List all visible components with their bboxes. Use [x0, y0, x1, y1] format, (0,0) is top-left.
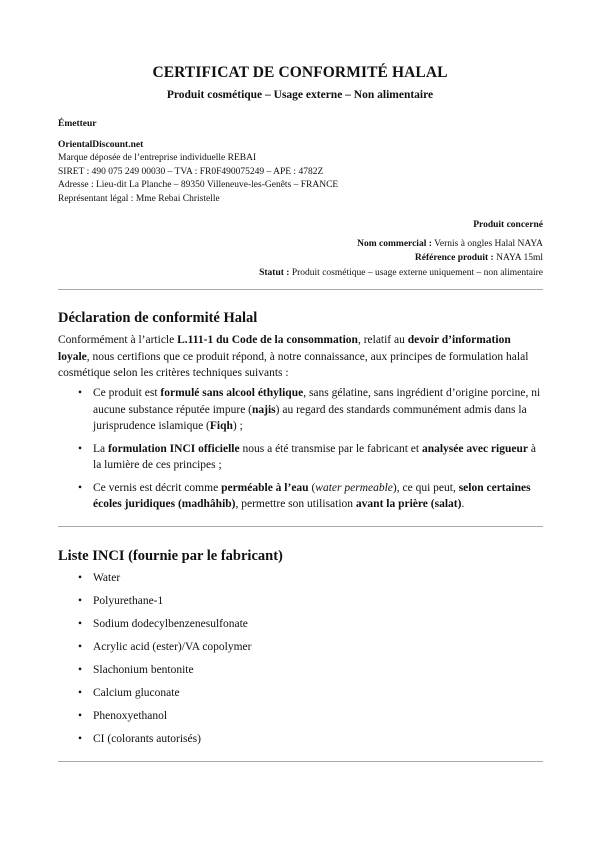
intro-text: Conformément à l’article: [58, 334, 178, 346]
criteria-item: [58, 441, 544, 474]
intro-text: , nous certifions que ce produit répond, à notre connaissance, aux principes de formulation halal cosmétique selon les critères techniques suivants :: [58, 350, 529, 379]
criteria-emphasis: analysée avec rigueur: [421, 442, 528, 455]
inci-heading: Liste INCI (fournie par le fabricant): [58, 548, 283, 564]
divider: [58, 761, 543, 762]
criteria-emphasis: formulé sans alcool éthylique: [160, 387, 304, 399]
inci-item: • CI (colorants autorisés): [58, 731, 252, 754]
criteria-text: La: [93, 442, 109, 455]
issuer-name: OrientalDiscount.net: [58, 139, 144, 150]
criteria-italic: water permeable: [315, 481, 393, 494]
product-ref-line: [259, 251, 543, 266]
criteria-item: [58, 480, 544, 513]
divider: [58, 289, 543, 290]
criteria-text: (: [308, 481, 316, 494]
product-block: [259, 218, 543, 280]
intro-article: L.111-1 du Code de la consommation: [177, 334, 358, 346]
issuer-address: Adresse : Lieu-dit La Planche – 89350 Villeneuve-les-Genêts – FRANCE: [58, 180, 339, 190]
criteria-text: .: [461, 498, 465, 510]
criteria-text: à la lumière de ces principes ;: [93, 442, 536, 471]
inci-item: • Polyurethane-1: [58, 593, 252, 616]
product-status-label: Statut :: [259, 267, 290, 278]
criteria-text: , permettre son utilisation: [235, 498, 356, 510]
criteria-emphasis: selon certaines écoles juridiques (madhâhib): [93, 481, 531, 510]
inci-item: • Phenoxyethanol: [58, 708, 252, 731]
product-name-value: Vernis à ongles Halal NAYA: [434, 238, 543, 249]
criteria-text: Ce vernis est décrit comme: [93, 481, 222, 494]
criteria-item: [58, 385, 544, 435]
criteria-emphasis: najis: [252, 403, 276, 416]
inci-item: • Slachonium bentonite: [58, 662, 252, 685]
criteria-emphasis: perméable à l’eau: [221, 481, 309, 494]
issuer-block: [58, 118, 338, 206]
declaration-criteria-list: [58, 385, 544, 519]
criteria-text: ) au regard des standards communément admis dans la jurisprudence islamique (: [93, 403, 527, 432]
issuer-representative: Représentant légal : Mme Rebai Christelle: [58, 193, 220, 204]
product-label: Produit concerné: [473, 220, 543, 230]
declaration-heading: Déclaration de conformité Halal: [58, 310, 258, 326]
intro-text: , relatif au: [357, 334, 408, 346]
inci-list: [58, 570, 252, 754]
product-status-value: Produit cosmétique – usage externe uniquement – non alimentaire: [291, 267, 543, 278]
criteria-emphasis: avant la prière (salat): [355, 498, 462, 510]
inci-item: • Calcium gluconate: [58, 685, 252, 708]
inci-item: • Sodium dodecylbenzenesulfonate: [58, 616, 252, 639]
product-name-line: [259, 237, 543, 252]
product-ref-label: Référence produit :: [414, 253, 494, 263]
intro-duty: devoir d’information loyale: [58, 334, 511, 363]
declaration-intro: [58, 332, 544, 382]
criteria-emphasis: formulation INCI officielle: [108, 442, 240, 455]
criteria-text: Ce produit est: [93, 387, 161, 399]
product-name-label: Nom commercial :: [357, 238, 432, 249]
divider: [58, 526, 543, 527]
criteria-text: nous a été transmise par le fabricant et: [239, 442, 422, 455]
document-subtitle: Produit cosmétique – Usage externe – Non alimentaire: [166, 89, 434, 101]
product-ref-value: NAYA 15ml: [496, 253, 543, 263]
product-status-line: [259, 266, 543, 281]
criteria-text: , sans gélatine, sans ingrédient d’origine porcine, ni aucune substance réputée impure (: [93, 387, 541, 416]
criteria-emphasis: Fiqh: [209, 420, 233, 432]
document-title: CERTIFICAT DE CONFORMITÉ HALAL: [152, 64, 448, 81]
inci-item: • Acrylic acid (ester)/VA copolymer: [58, 639, 252, 662]
issuer-ids: SIRET : 490 075 249 00030 – TVA : FR0F490075249 – APE : 4782Z: [58, 166, 324, 177]
criteria-text: ), ce qui peut,: [392, 481, 459, 494]
inci-item: • Water: [58, 570, 252, 593]
issuer-label: Émetteur: [58, 119, 97, 129]
criteria-text: ) ;: [232, 420, 243, 432]
issuer-trademark: Marque déposée de l’entreprise individuelle REBAI: [58, 153, 257, 163]
